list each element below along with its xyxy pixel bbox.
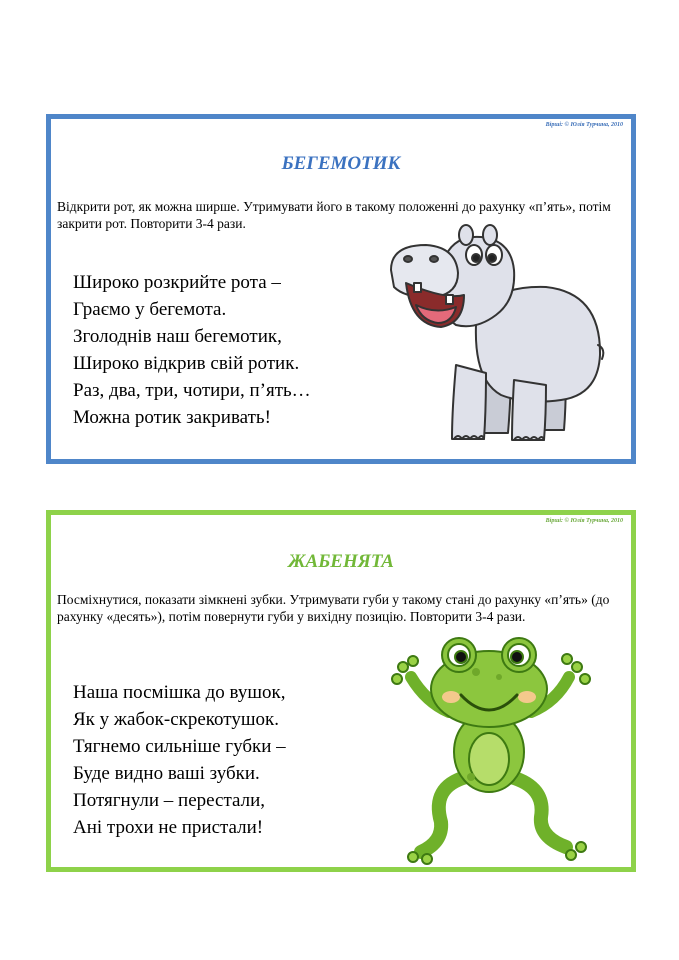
poem-line: Зголоднів наш бегемотик, [73,326,282,347]
poem-line: Потягнули – перестали, [73,790,266,811]
poem-line: Ані трохи не пристали! [73,817,264,838]
credit-text: Вірші: © Юлія Турчина, 2010 [545,518,623,524]
poem-line: Можна ротик закривать! [73,407,271,428]
card-zhabenyata [46,510,636,872]
instruction-text: Відкрити рот, як можна ширше. Утримувати його в такому положенні до рахунку «п’ять», потім закрити рот. Повторити 3-4 рази. [57,199,611,231]
poem [73,679,286,841]
instruction-text: Посміхнутися, показати зімкнені зубки. Утримувати губи у такому стані до рахунку «п’ять» (до рахунку «десять»), потім повернути губи у вихідну позицію. Повторити 3-4 рази. [57,592,610,624]
poem [73,269,311,431]
poem-line: Широко відкрив свій ротик. [73,353,300,374]
card-title: ЖАБЕНЯТА [288,551,394,572]
card-begemotyk [46,114,636,464]
poem-line: Широко розкрийте рота – [73,272,281,293]
poem-line: Буде видно ваші зубки. [73,763,260,784]
poem-line: Тягнемо сильніше губки – [73,736,286,757]
credit-text: Вірші: © Юлія Турчина, 2010 [545,122,623,128]
poem-line: Наша посмішка до вушок, [73,682,286,703]
frog-illustration [381,627,601,865]
poem-line: Як у жабок-скрекотушок. [73,709,279,730]
poem-line: Раз, два, три, чотири, п’ять… [73,380,311,401]
card-title: БЕГЕМОТИК [281,153,401,174]
hippo-illustration [386,215,606,455]
poem-line: Граємо у бегемота. [73,299,227,320]
